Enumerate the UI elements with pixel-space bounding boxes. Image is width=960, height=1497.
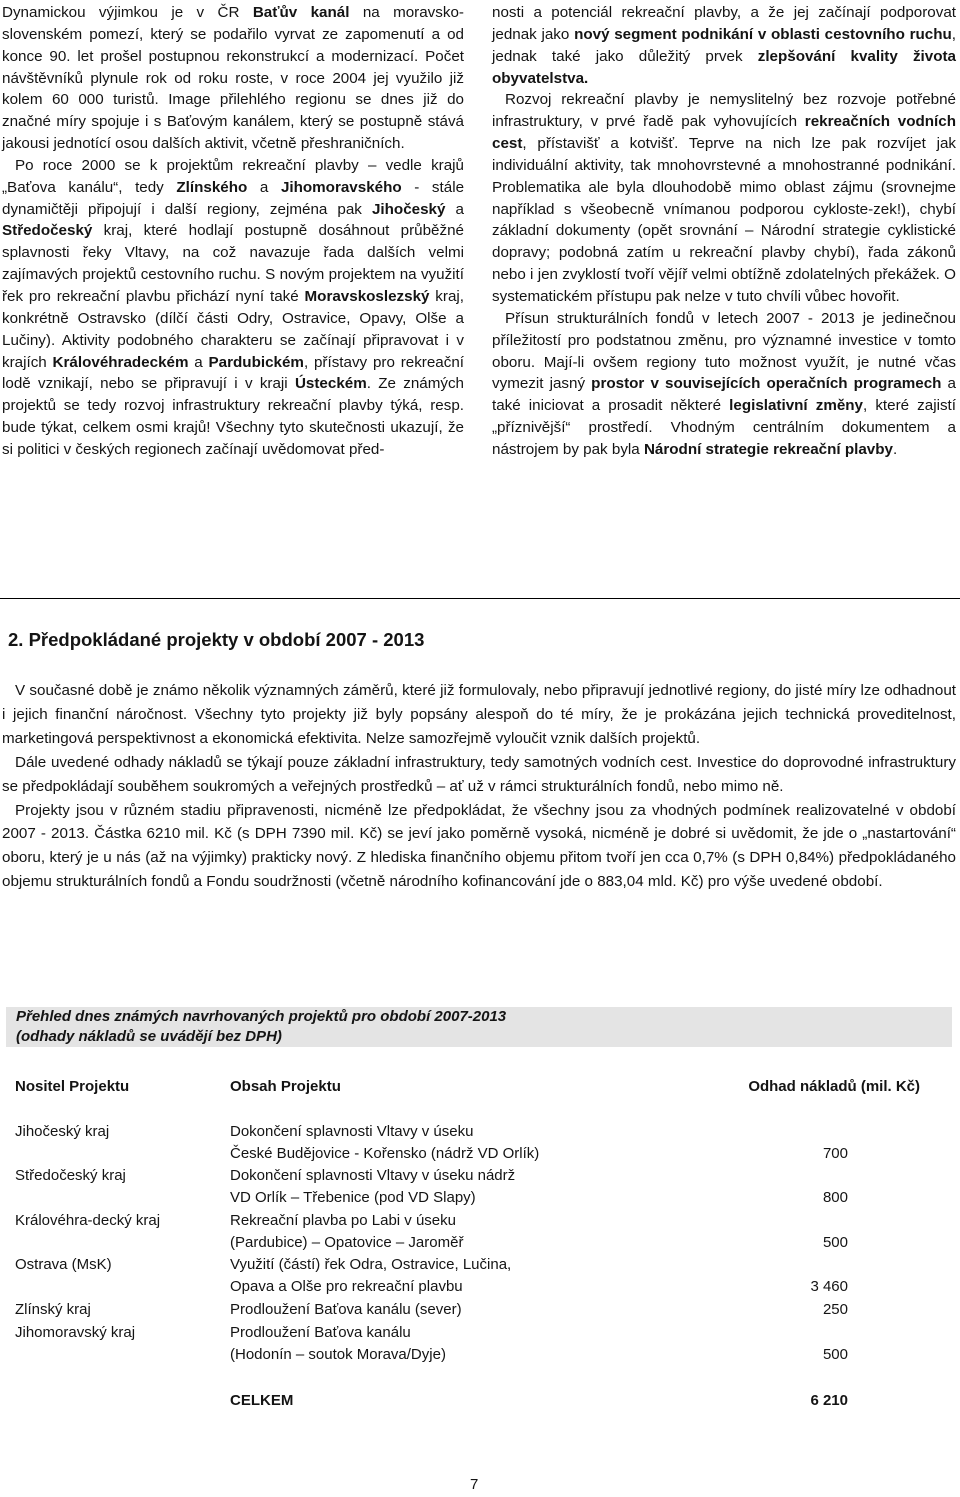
- row-content: Dokončení splavnosti Vltavy v úseku České Budějovice - Kořensko (nádrž VD Orlík): [230, 1123, 540, 1162]
- row-cost: 3 460: [810, 1278, 848, 1295]
- table-caption-line: Přehled dnes známých navrhovaných projektů pro období 2007-2013: [16, 1008, 507, 1025]
- row-holder: Královéhra-decký kraj: [15, 1212, 161, 1229]
- right-column: [492, 2, 956, 461]
- row-content: Využití (částí) řek Odra, Ostravice, Lučina, Opava a Olše pro rekreační plavbu: [230, 1256, 512, 1295]
- header-content: Obsah Projektu: [230, 1078, 341, 1095]
- row-cost: 500: [822, 1346, 848, 1363]
- row-content: Dokončení splavnosti Vltavy v úseku nádrž VD Orlík – Třebenice (pod VD Slapy): [230, 1167, 516, 1206]
- total-label: CELKEM: [230, 1392, 294, 1409]
- row-holder: Ostrava (MsK): [15, 1256, 112, 1273]
- table-caption-line: (odhady nákladů se uvádějí bez DPH): [16, 1028, 282, 1045]
- row-cost: 800: [822, 1189, 848, 1206]
- left-paragraph: Po roce 2000 se k projektům rekreační plavby – vedle krajů „Baťova kanálu“, tedy Zlínského a Jihomoravského - stále dynamičtěji připojují i další regiony, zejména pak Jihočeský a Středočeský kraj, které hodlají postupně dosáhnout průběžné splavnosti řeky Vltavy, na což navazuje řada dalších velmi zajímavých projektů cestovního ruchu. S novým projektem na využití řek pro rekreační plavbu přichází nyní také Moravskoslezský kraj, konkrétně Ostravsko (dílčí části Odry, Ostravice, Opavy, Olše a Lučiny). Aktivity podobného charakteru se začínají připravovat i v krajích Královéhradeckém a Pardubickém, přístavy pro rekreační lodě vznikají, nebo se připravují i v kraji Ústeckém. Ze známých projektů se tedy rozvoj infrastruktury rekreační plavby týká, resp. bude týkat, celkem osmi krajů! Všechny tyto skutečnosti ukazují, že si politici v českých regionech začínají uvědomovat před-: [2, 156, 465, 458]
- header-holder: Nositel Projektu: [15, 1078, 130, 1095]
- header-cost: Odhad nákladů (mil. Kč): [748, 1078, 920, 1095]
- section-paragraph: V současné době je známo několik významných záměrů, které již formulovaly, nebo připravují jednotlivé regiony, do jisté míry lze odhadnout i jejich finanční náročnost. Všechny tyto projekty již byly popsány alespoň do té míry, že je prokázána jejich technická proveditelnost, marketingová perspektivnost a ekonomická efektivita. Nelze samozřejmě vyloučit vznik dalších projektů.: [2, 682, 956, 747]
- row-cost: 250: [822, 1301, 848, 1318]
- section-divider: [0, 598, 960, 599]
- section-body: [2, 679, 956, 894]
- row-content: Prodloužení Baťova kanálu (sever): [230, 1301, 462, 1318]
- projects-table: [0, 997, 960, 1451]
- row-content: Prodloužení Baťova kanálu (Hodonín – soutok Morava/Dyje): [230, 1324, 446, 1363]
- right-paragraph: nosti a potenciál rekreační plavby, a že jej začínají podporovat jednak jako nový segment podnikání v oblasti cestovního ruchu, jednak také jako důležitý prvek zlepšování kvality života obyvatelstva.: [492, 4, 956, 87]
- right-paragraph: Přísun strukturálních fondů v letech 2007 - 2013 je jedinečnou příležitostí pro podstatnou změnu, pro významné investice v tomto oboru. Mají-li ovšem regiony tuto možnost využít, je nutné včas vymezit jasný prostor v souvisejících operačních programech a také iniciovat a prosadit některé legislativní změny, které zajistí „příznivější“ prostředí. Vhodným centrálním dokumentem a nástrojem by pak byla Národní strategie rekreační plavby.: [492, 309, 957, 458]
- row-holder: Jihočeský kraj: [15, 1123, 110, 1140]
- row-holder: Jihomoravský kraj: [15, 1324, 136, 1341]
- row-cost: 700: [822, 1145, 848, 1162]
- table-caption: [6, 1007, 952, 1047]
- row-holder: Zlínský kraj: [15, 1301, 91, 1318]
- section-heading: 2. Předpokládané projekty v období 2007 - 2013: [8, 629, 425, 650]
- page-number: 7: [470, 1476, 479, 1493]
- section-paragraph: Dále uvedené odhady nákladů se týkají pouze základní infrastruktury, tedy samotných vodních cest. Investice do doprovodné infrastruktury se předpokládají souběhem soukromých a veřejných prostředků – ať už v rámci strukturálních fondů, nebo mimo ně.: [2, 753, 956, 795]
- section-paragraph: Projekty jsou v různém stadiu připravenosti, nicméně lze předpokládat, že všechny jsou za vhodných podmínek realizovatelné v období 2007 - 2013. Částka 6210 mil. Kč (s DPH 7390 mil. Kč) se jeví jako poměrně vysoká, nicméně je dobré si uvědomit, že jde o „nastartování“ oboru, který je u nás (až na výjimky) prakticky nový. Z hlediska finančního objemu přitom tvoří jen cca 0,7% (s DPH 0,84%) předpokládaného objemu strukturálních fondů a Fondu soudržnosti (včetně národního kofinancování jde o 883,04 mld. Kč) pro výše uvedené období.: [2, 801, 956, 891]
- row-cost: 500: [822, 1234, 848, 1251]
- left-paragraph: Dynamickou výjimkou je v ČR Baťův kanál na moravsko-slovenském pomezí, který se podařilo vyrvat ze zapomenutí a od konce 90. let prošel postupnou rekonstrukcí a modernizací. Počet návštěvníků plynule rok od roku roste, v roce 2004 jej využilo již kolem 60 000 turistů. Image přilehlého regionu se dnes již do značné míry spojuje i s Baťovým kanálem, který se postupně stává jakousi jednotící osou dalších aktivit, včetně přeshraničních.: [2, 4, 464, 153]
- row-content: Rekreační plavba po Labi v úseku (Pardubice) – Opatovice – Jaroměř: [230, 1212, 464, 1251]
- right-paragraph: Rozvoj rekreační plavby je nemyslitelný bez rozvoje potřebné infrastruktury, v prvé řadě pak vyhovujících rekreačních vodních cest, přístavišť a kotvišť. Teprve na nich lze pak rozvíjet jak individuální aktivity, tak mnohovrstevné a mnohostranné podnikání. Problematika ale byla dlouhodobě mimo oblast zájmu (srovnejme například s všeobecně vnímanou podporou cykloste-zek!), chybí základní dokumenty (opět srovnání – Národní strategie cyklistické dopravy; podobná zatím u rekreační plavby chybí), řada zákonů nebo i jen zvyklostí tvoří vějíř velmi obtížně zdolatelných překážek. O systematickém přístupu pak nelze v tuto chvíli vůbec hovořit.: [492, 91, 956, 305]
- row-holder: Středočeský kraj: [15, 1167, 126, 1184]
- total-value: 6 210: [810, 1392, 848, 1409]
- left-column: [2, 2, 464, 461]
